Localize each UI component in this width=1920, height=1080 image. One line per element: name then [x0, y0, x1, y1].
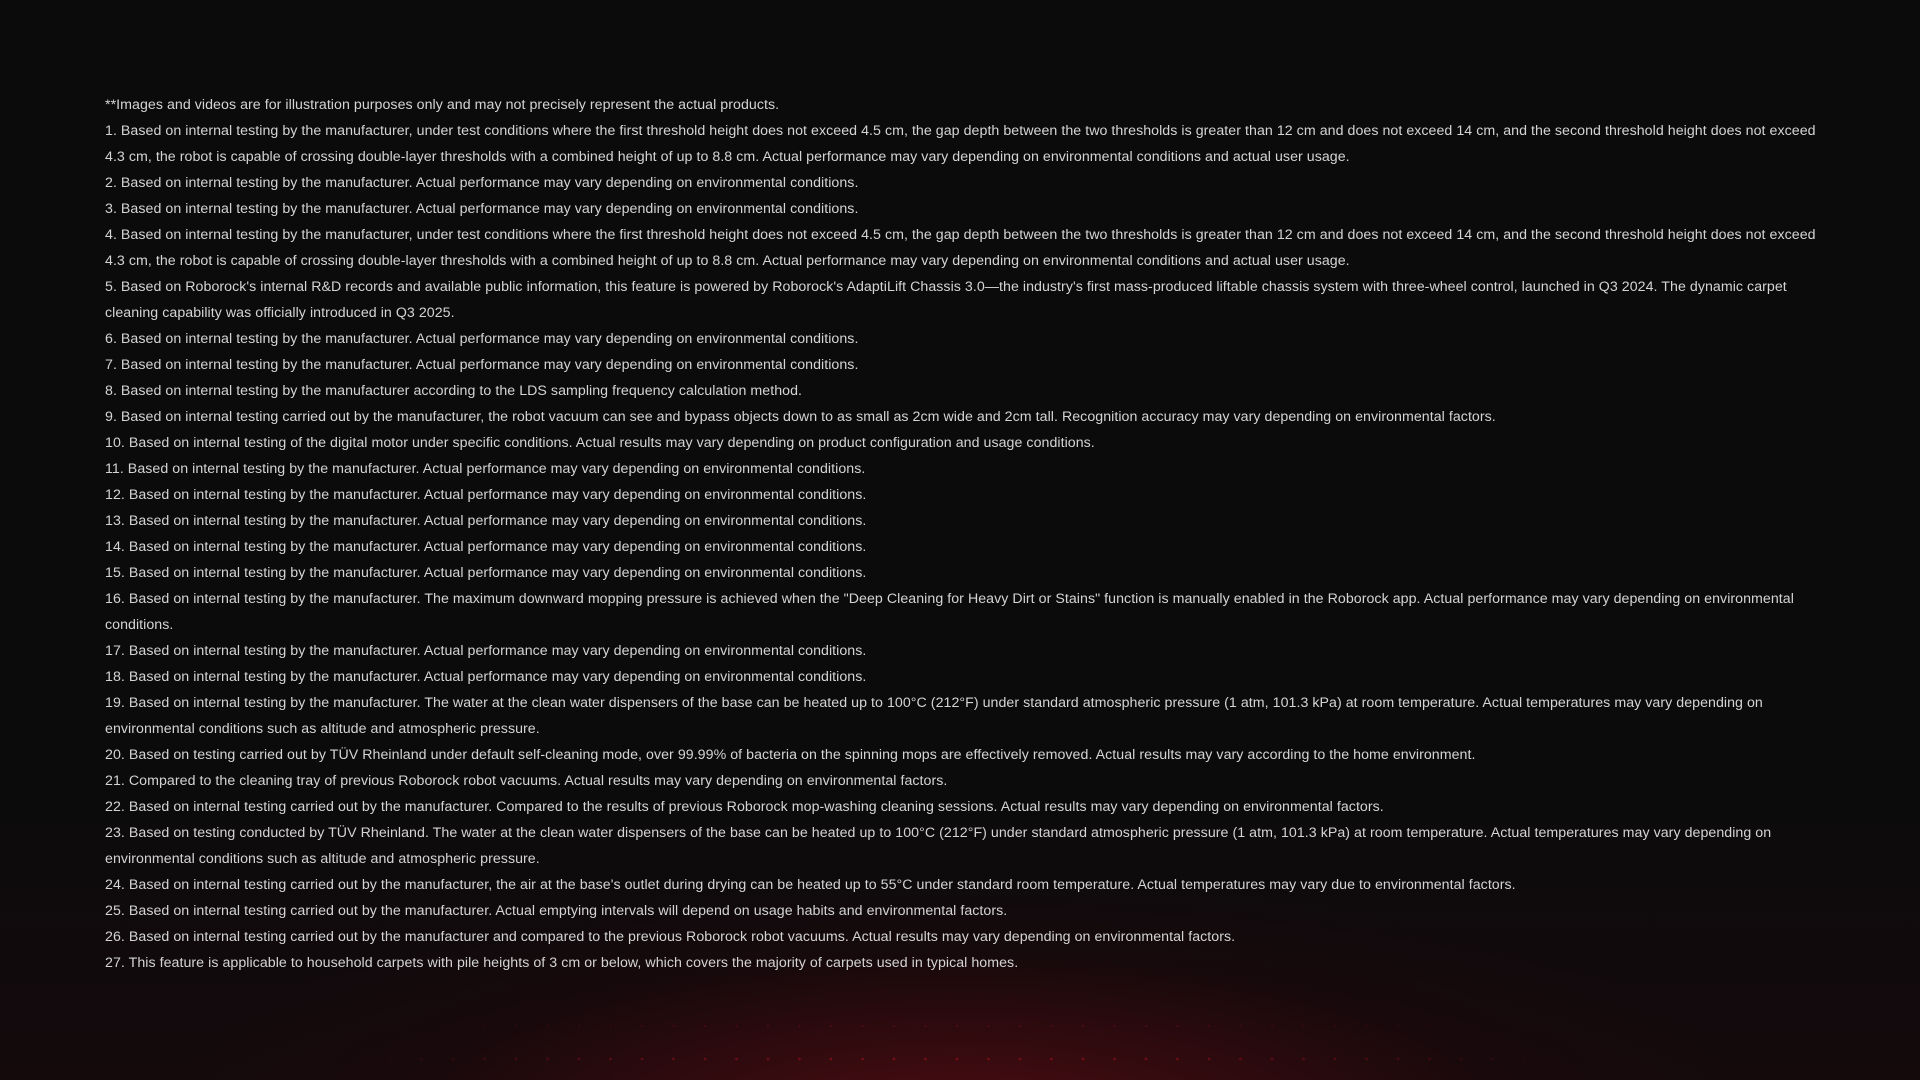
disclaimer-footnotes	[105, 92, 1825, 976]
decorative-dot	[956, 1025, 958, 1027]
decorative-dot	[830, 1025, 832, 1027]
footnote-item: 26. Based on internal testing carried out by the manufacturer and compared to the previous Roborock robot vacuums. Actual results may vary depending on environmental factors.	[105, 929, 1236, 945]
decorative-dot	[1428, 1058, 1431, 1061]
footnote-item: 20. Based on testing carried out by TÜV Rheinland under default self-cleaning mode, over 99.99% of bacteria on the spinning mops are effectively removed. Actual results may vary according to the home environment.	[105, 747, 1476, 763]
decorative-dot	[761, 995, 763, 997]
footnote-item: 18. Based on internal testing by the manufacturer. Actual performance may vary depending on environmental conditions.	[105, 669, 867, 685]
decorative-dot	[1208, 1058, 1211, 1061]
decorative-dot	[1176, 1058, 1179, 1061]
decorative-dot	[1443, 995, 1445, 997]
decorative-dot	[1019, 1058, 1022, 1061]
decorative-dot	[1050, 1058, 1053, 1061]
decorative-dot	[641, 1025, 643, 1027]
decorative-dot	[606, 995, 608, 997]
decorative-dot	[1412, 995, 1414, 997]
decorative-dot	[1226, 995, 1228, 997]
decorative-dot	[609, 1058, 612, 1061]
decorative-dot	[823, 995, 825, 997]
decorative-dot	[578, 1025, 580, 1027]
footnote-item: 14. Based on internal testing by the manufacturer. Actual performance may vary depending on environmental conditions.	[105, 539, 867, 555]
decorative-dot	[893, 1058, 896, 1061]
decorative-dot	[916, 995, 918, 997]
decorative-dot	[546, 1058, 549, 1061]
decorative-dot	[735, 1058, 738, 1061]
decorative-dot	[861, 1025, 863, 1027]
decorative-dot	[420, 1058, 423, 1061]
decorative-dot	[1145, 1025, 1147, 1027]
footnote-item: 10. Based on internal testing of the digital motor under specific conditions. Actual results may vary depending on product configuration and usage conditions.	[105, 435, 1095, 451]
decorative-dot	[1381, 995, 1383, 997]
decorative-dot	[1428, 1025, 1430, 1027]
decorative-dot	[483, 1058, 486, 1061]
decorative-dot	[672, 1058, 675, 1061]
decorative-dot	[482, 995, 484, 997]
decorative-dot	[767, 1025, 769, 1027]
decorative-dot	[1365, 1025, 1367, 1027]
footnote-item: 16. Based on internal testing by the manufacturer. The maximum downward mopping pressure is achieved when the "Deep Cleaning for Heavy Dirt or Stains" function is manually enabled in the Roborock app. Actual performance may vary depending on environmental conditions.	[105, 591, 1794, 633]
decorative-dot	[1164, 995, 1166, 997]
decorative-dot	[452, 1025, 454, 1027]
decorative-dot	[1460, 1058, 1463, 1061]
decorative-dot-grid	[0, 980, 1920, 1080]
decorative-dot	[1082, 1025, 1084, 1027]
decorative-dot	[798, 1058, 801, 1061]
footnote-item: 6. Based on internal testing by the manufacturer. Actual performance may vary depending on environmental conditions.	[105, 331, 859, 347]
decorative-dot	[830, 1058, 833, 1061]
decorative-dot	[1334, 1058, 1337, 1061]
decorative-dot	[1082, 1058, 1085, 1061]
decorative-dot	[420, 1025, 422, 1027]
decorative-dot	[924, 1025, 926, 1027]
decorative-dot	[1102, 995, 1104, 997]
decorative-dot	[792, 995, 794, 997]
footnote-item: 1. Based on internal testing by the manufacturer, under test conditions where the first threshold height does not exceed 4.5 cm, the gap depth between the two thresholds is greater than 12 cm and does not exceed 14 cm, and the second threshold height does not exceed 4.3 cm, the robot is capable of crossing double-layer thresholds with a combined height of up to 8.8 cm. Actual performance may vary depending on environmental conditions and actual user usage.	[105, 123, 1816, 165]
footnote-item: 4. Based on internal testing by the manufacturer, under test conditions where the first threshold height does not exceed 4.5 cm, the gap depth between the two thresholds is greater than 12 cm and does not exceed 14 cm, and the second threshold height does not exceed 4.3 cm, the robot is capable of crossing double-layer thresholds with a combined height of up to 8.8 cm. Actual performance may vary depending on environmental conditions and actual user usage.	[105, 227, 1816, 269]
decorative-dot	[1397, 1058, 1400, 1061]
decorative-dot	[578, 1058, 581, 1061]
decorative-dot	[861, 1058, 864, 1061]
decorative-dot	[637, 995, 639, 997]
decorative-dot	[1195, 995, 1197, 997]
footnote-item: 11. Based on internal testing by the manufacturer. Actual performance may vary depending on environmental conditions.	[105, 461, 866, 477]
decorative-dot	[672, 1025, 674, 1027]
decorative-dot	[483, 1025, 485, 1027]
decorative-dot	[1071, 995, 1073, 997]
footnote-item: 27. This feature is applicable to household carpets with pile heights of 3 cm or below, which covers the majority of carpets used in typical homes.	[105, 955, 1019, 971]
decorative-dot	[987, 1058, 990, 1061]
decorative-dot	[1113, 1058, 1116, 1061]
decorative-dot	[1239, 1058, 1242, 1061]
decorative-dot	[1302, 1025, 1304, 1027]
decorative-dot	[798, 1025, 800, 1027]
footnote-item: 21. Compared to the cleaning tray of previous Roborock robot vacuums. Actual results may vary depending on environmental factors.	[105, 773, 948, 789]
footnote-item: 23. Based on testing conducted by TÜV Rheinland. The water at the clean water dispensers of the base can be heated up to 100°C (212°F) under standard atmospheric pressure (1 atm, 101.3 kPa) at room temperature. Actual temperatures may vary depending on environmental conditions such as altitude and atmospheric pressure.	[105, 825, 1772, 867]
decorative-dot	[668, 995, 670, 997]
decorative-dot	[1208, 1025, 1210, 1027]
decorative-dot	[893, 1025, 895, 1027]
decorative-dot	[1271, 1058, 1274, 1061]
decorative-dot	[767, 1058, 770, 1061]
decorative-dot	[1365, 1058, 1368, 1061]
footnote-item: 22. Based on internal testing carried out by the manufacturer. Compared to the results of previous Roborock mop-washing cleaning sessions. Actual results may vary depending on environmental factors.	[105, 799, 1384, 815]
decorative-dot	[885, 995, 887, 997]
decorative-dot	[575, 995, 577, 997]
decorative-dot	[978, 995, 980, 997]
decorative-dot	[1113, 1025, 1115, 1027]
decorative-dot	[515, 1058, 518, 1061]
decorative-dot	[730, 995, 732, 997]
decorative-dot	[389, 1025, 391, 1027]
decorative-dot	[1271, 1025, 1273, 1027]
footnote-item: 12. Based on internal testing by the manufacturer. Actual performance may vary depending on environmental conditions.	[105, 487, 867, 503]
footnote-item: 3. Based on internal testing by the manufacturer. Actual performance may vary depending on environmental conditions.	[105, 201, 859, 217]
decorative-dot	[389, 1058, 392, 1061]
decorative-dot	[452, 1058, 455, 1061]
decorative-dot	[1474, 995, 1476, 997]
footnote-item: 19. Based on internal testing by the manufacturer. The water at the clean water dispensers of the base can be heated up to 100°C (212°F) under standard atmospheric pressure (1 atm, 101.3 kPa) at room temperature. Actual temperatures may vary depending on environmental conditions such as altitude and atmospheric pressure.	[105, 695, 1763, 737]
decorative-dot	[1491, 1058, 1494, 1061]
footnote-item: 24. Based on internal testing carried out by the manufacturer, the air at the base's outlet during drying can be heated up to 55°C under standard room temperature. Actual temperatures may vary due to environmental factors.	[105, 877, 1516, 893]
decorative-dot	[1397, 1025, 1399, 1027]
footnote-item: 15. Based on internal testing by the manufacturer. Actual performance may vary depending on environmental conditions.	[105, 565, 867, 581]
decorative-dot	[544, 995, 546, 997]
decorative-dot	[1133, 995, 1135, 997]
decorative-dot	[1257, 995, 1259, 997]
decorative-dot	[1350, 995, 1352, 997]
decorative-dot	[854, 995, 856, 997]
decorative-dot	[1319, 995, 1321, 997]
decorative-dot	[1334, 1025, 1336, 1027]
decorative-dot	[1050, 1025, 1052, 1027]
decorative-dot	[1019, 1025, 1021, 1027]
footnote-item: 8. Based on internal testing by the manufacturer according to the LDS sampling frequency calculation method.	[105, 383, 803, 399]
decorative-dot	[1239, 1025, 1241, 1027]
decorative-dot	[641, 1058, 644, 1061]
footnote-item: 25. Based on internal testing carried out by the manufacturer. Actual emptying intervals will depend on usage habits and environmental factors.	[105, 903, 1008, 919]
decorative-dot	[1176, 1025, 1178, 1027]
decorative-dot	[1523, 1025, 1525, 1027]
decorative-dot	[947, 995, 949, 997]
decorative-dot	[699, 995, 701, 997]
footnote-item: 9. Based on internal testing carried out by the manufacturer, the robot vacuum can see and bypass objects down to as small as 2cm wide and 2cm tall. Recognition accuracy may vary depending on environmental factors.	[105, 409, 1496, 425]
decorative-dot	[735, 1025, 737, 1027]
decorative-dot	[956, 1058, 959, 1061]
decorative-dot	[1145, 1058, 1148, 1061]
disclaimer-intro: **Images and videos are for illustration purposes only and may not precisely represent the actual products.	[105, 97, 780, 113]
decorative-dot	[704, 1058, 707, 1061]
decorative-dot	[1040, 995, 1042, 997]
footnote-item: 13. Based on internal testing by the manufacturer. Actual performance may vary depending on environmental conditions.	[105, 513, 867, 529]
decorative-dot	[451, 995, 453, 997]
decorative-dot	[609, 1025, 611, 1027]
decorative-dot	[1009, 995, 1011, 997]
footnote-item: 7. Based on internal testing by the manufacturer. Actual performance may vary depending on environmental conditions.	[105, 357, 859, 373]
decorative-dot	[987, 1025, 989, 1027]
footnote-item: 5. Based on Roborock's internal R&D records and available public information, this feature is powered by Roborock's AdaptiLift Chassis 3.0—the industry's first mass-produced liftable chassis system with three-wheel control, launched in Q3 2024. The dynamic carpet cleaning capability was officially introduced in Q3 2025.	[105, 279, 1787, 321]
decorative-dot	[513, 995, 515, 997]
decorative-dot	[1302, 1058, 1305, 1061]
decorative-dot	[546, 1025, 548, 1027]
decorative-dot	[1460, 1025, 1462, 1027]
decorative-dot	[1491, 1025, 1493, 1027]
decorative-dot	[924, 1058, 927, 1061]
decorative-dot	[1288, 995, 1290, 997]
decorative-dot	[1523, 1058, 1526, 1061]
decorative-dot	[515, 1025, 517, 1027]
footnote-item: 17. Based on internal testing by the manufacturer. Actual performance may vary depending on environmental conditions.	[105, 643, 867, 659]
decorative-dot	[704, 1025, 706, 1027]
footnote-item: 2. Based on internal testing by the manufacturer. Actual performance may vary depending on environmental conditions.	[105, 175, 859, 191]
